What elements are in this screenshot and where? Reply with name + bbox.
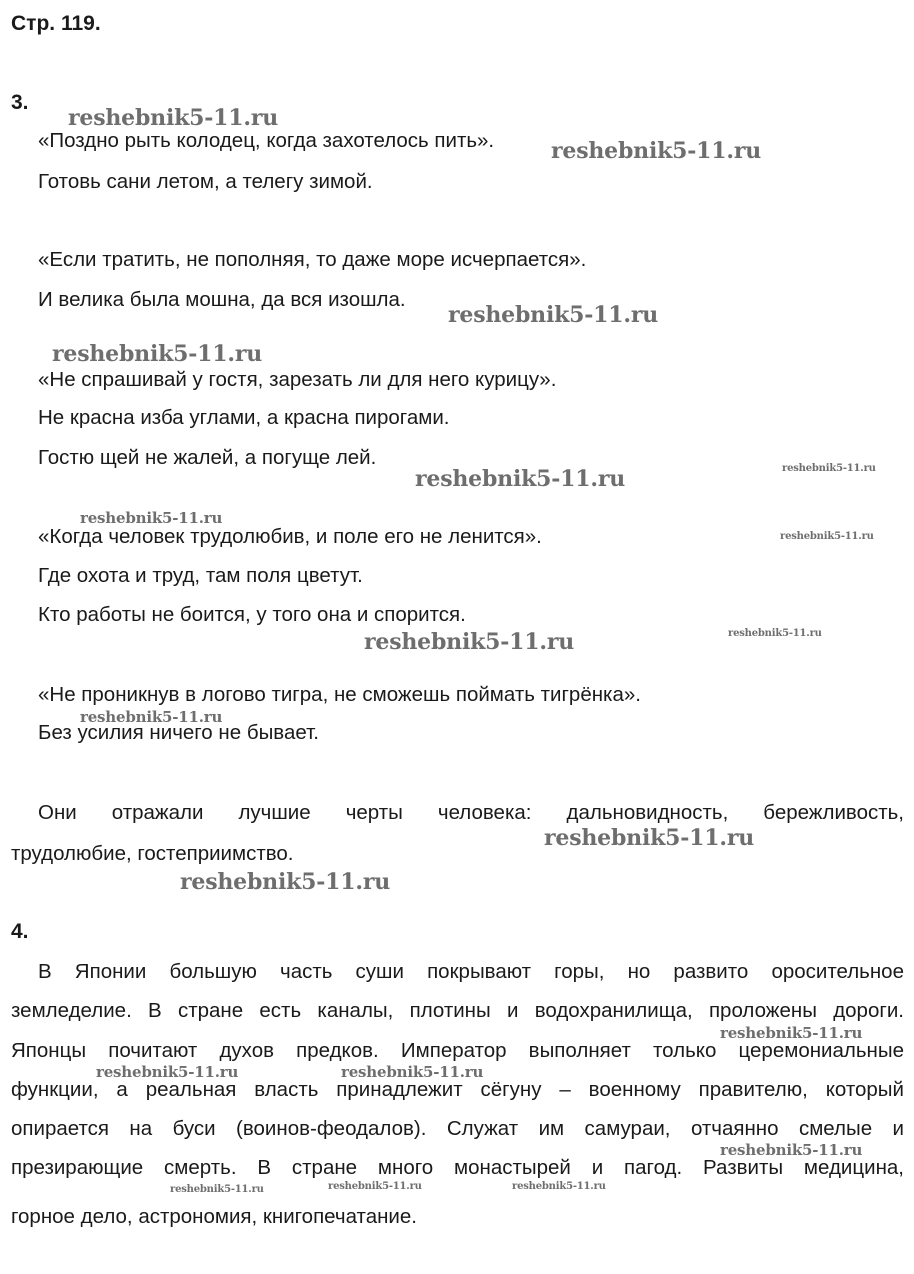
watermark: reshebnik5-11.ru — [80, 708, 223, 726]
watermark: reshebnik5-11.ru — [544, 825, 755, 851]
proverb-line: «Не спрашивай у гостя, зарезать ли для него курицу». — [38, 368, 557, 391]
watermark: reshebnik5-11.ru — [52, 341, 263, 367]
watermark: reshebnik5-11.ru — [364, 629, 575, 655]
paragraph-line: функции, а реальная власть принадлежит сёгуну – военному правителю, который — [11, 1078, 904, 1101]
watermark: reshebnik5-11.ru — [551, 138, 762, 164]
watermark: reshebnik5-11.ru — [720, 1141, 863, 1159]
proverb-line: Не красна изба углами, а красна пирогами. — [38, 406, 450, 429]
proverb-line: Кто работы не боится, у того она и спорится. — [38, 603, 466, 626]
paragraph-line: презирающие смерть. В стране много монастырей и пагод. Развиты медицина, — [11, 1156, 904, 1179]
watermark: reshebnik5-11.ru — [80, 509, 223, 527]
paragraph-line: Японцы почитают духов предков. Император выполняет только церемониальные — [11, 1039, 904, 1062]
proverb-line: Без усилия ничего не бывает. — [38, 721, 319, 744]
conclusion-line: трудолюбие, гостеприимство. — [11, 842, 294, 865]
proverb-line: «Если тратить, не пополняя, то даже море исчерпается». — [38, 248, 587, 271]
watermark: reshebnik5-11.ru — [512, 1181, 606, 1192]
watermark: reshebnik5-11.ru — [180, 869, 391, 895]
task-3-number: 3. — [11, 91, 29, 114]
proverb-line: «Не проникнув в логово тигра, не сможешь поймать тигрёнка». — [38, 683, 641, 706]
proverb-line: Где охота и труд, там поля цветут. — [38, 564, 363, 587]
paragraph-line: В Японии большую часть суши покрывают горы, но развито оросительное — [38, 960, 904, 983]
proverb-line: Готовь сани летом, а телегу зимой. — [38, 170, 373, 193]
page-title: Стр. 119. — [11, 12, 101, 35]
conclusion-line: Они отражали лучшие черты человека: дальновидность, бережливость, — [38, 801, 904, 824]
watermark: reshebnik5-11.ru — [720, 1024, 863, 1042]
paragraph-line: горное дело, астрономия, книгопечатание. — [11, 1205, 417, 1228]
watermark: reshebnik5-11.ru — [415, 466, 626, 492]
watermark: reshebnik5-11.ru — [780, 531, 874, 542]
task-4-number: 4. — [11, 920, 29, 943]
watermark: reshebnik5-11.ru — [96, 1063, 239, 1081]
paragraph-line: земледелие. В стране есть каналы, плотины и водохранилища, проложены дороги. — [11, 999, 904, 1022]
watermark: reshebnik5-11.ru — [170, 1184, 264, 1195]
watermark: reshebnik5-11.ru — [328, 1181, 422, 1192]
proverb-line: И велика была мошна, да вся изошла. — [38, 288, 406, 311]
watermark: reshebnik5-11.ru — [341, 1063, 484, 1081]
proverb-line: «Когда человек трудолюбив, и поле его не ленится». — [38, 525, 542, 548]
watermark: reshebnik5-11.ru — [728, 628, 822, 639]
watermark: reshebnik5-11.ru — [68, 105, 279, 131]
proverb-line: Гостю щей не жалей, а погуще лей. — [38, 446, 377, 469]
proverb-line: «Поздно рыть колодец, когда захотелось пить». — [38, 129, 495, 152]
watermark: reshebnik5-11.ru — [448, 302, 659, 328]
watermark: reshebnik5-11.ru — [782, 463, 876, 474]
paragraph-line: опирается на буси (воинов-феодалов). Служат им самураи, отчаянно смелые и — [11, 1117, 904, 1140]
